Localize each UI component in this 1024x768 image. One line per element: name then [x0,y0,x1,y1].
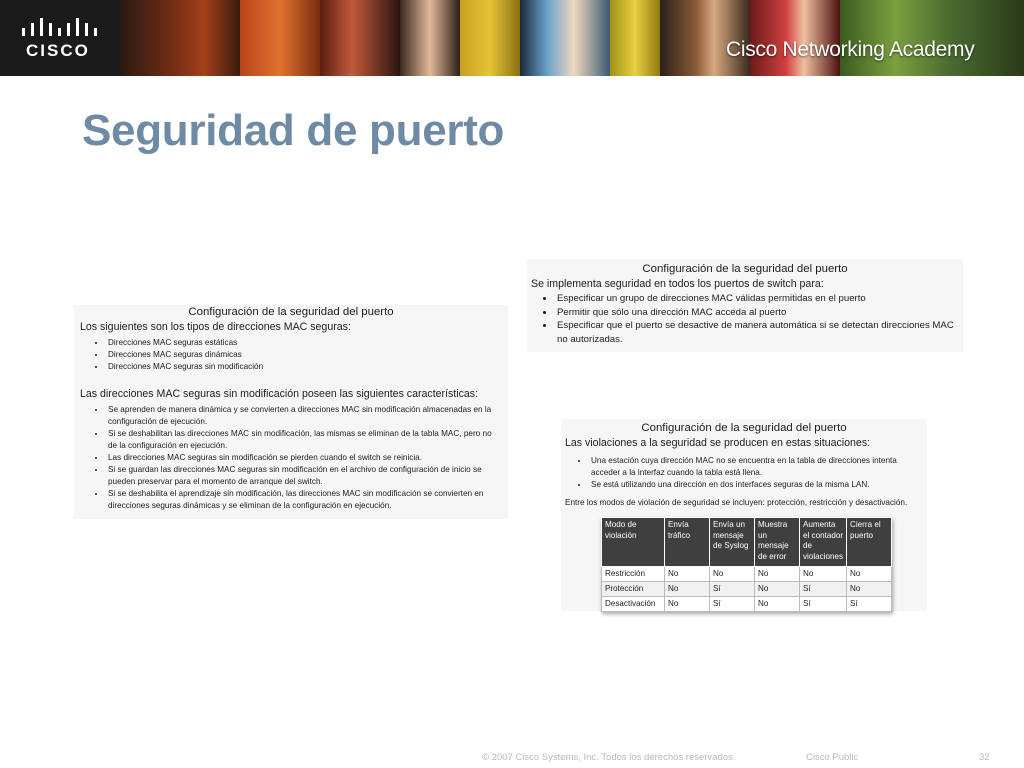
table-row [602,567,892,582]
list-item: • Especificar un grupo de direcciones MAC válidas permitidas en el puerto [555,292,957,306]
list-item: • Una estación cuya dirección MAC no se encuentra en la tabla de direcciones intenta acceder a la interfaz cuando la tabla está llena. [589,455,923,479]
mac-types-list [74,337,508,373]
column-header: Muestra un mensaje de error [755,518,800,567]
academy-title: Cisco Networking Academy [726,38,975,61]
banner-photo [320,0,400,76]
column-header: Cierra el puerto [847,518,892,567]
list-item: • Direcciones MAC seguras dinámicas [106,349,508,361]
table-cell: Restricción [602,567,665,582]
violations-panel [561,419,927,611]
table-cell: No [755,582,800,597]
list-item: • Se está utilizando una dirección en dos interfaces seguras de la misma LAN. [589,479,923,491]
panel-lead: Se implementa seguridad en todos los puertos de switch para: [531,278,824,290]
table-cell: Sí [847,597,892,612]
list-item: • Si se guardan las direcciones MAC seguras sin modificación en el archivo de configuración de inicio se pueden preservar para el momento de arranque del switch. [106,464,500,488]
footer-classification: Cisco Public [806,752,859,763]
table-cell: No [710,567,755,582]
table-cell: Sí [710,597,755,612]
purpose-list [527,292,963,346]
mac-types-panel [74,305,508,519]
table-header-row [602,518,892,567]
banner-photo [240,0,320,76]
list-item: • Si se deshabilitan las direcciones MAC sin modificación, las mismas se eliminan de la tabla MAC, pero no de la configuración en ejecución. [106,428,500,452]
panel-heading: Configuración de la seguridad del puerto [641,422,847,434]
banner-photo [520,0,610,76]
panel-heading: Configuración de la seguridad del puerto [188,306,394,318]
table-cell: Protección [602,582,665,597]
header-banner [0,0,1024,76]
panel-heading: Configuración de la seguridad del puerto [642,263,848,275]
list-item: • Las direcciones MAC seguras sin modificación se pierden cuando el switch se reinicia. [106,452,500,464]
column-header: Aumenta el contador de violaciones [800,518,847,567]
table-cell: Desactivación [602,597,665,612]
violation-modes-text: Entre los modos de violación de seguridad se incluyen: protección, restricción y desactivación. [565,498,908,507]
table-cell: No [665,597,710,612]
list-item: • Permitir que sólo una dirección MAC acceda al puerto [555,306,957,320]
table-cell: No [847,567,892,582]
slide-title: Seguridad de puerto [82,106,505,155]
list-item: • Direcciones MAC seguras sin modificación [106,361,508,373]
cisco-bridge-icon [22,18,98,40]
banner-photo [460,0,520,76]
banner-photo [610,0,660,76]
banner-photo [400,0,460,76]
table-row [602,582,892,597]
table-cell: Sí [800,597,847,612]
list-item: • Especificar que el puerto se desactive de manera automática si se detectan direcciones MAC no autorizadas. [555,319,957,346]
table-cell: No [755,597,800,612]
table-cell: No [665,582,710,597]
table-row [602,597,892,612]
table-cell: No [800,567,847,582]
banner-photo [120,0,240,76]
column-header: Envía tráfico [665,518,710,567]
sticky-features-list [74,404,508,512]
violation-modes-table [601,517,892,612]
table-cell: No [847,582,892,597]
list-item: • Direcciones MAC seguras estáticas [106,337,508,349]
list-item: • Si se deshabilita el aprendizaje sin modificación, las direcciones MAC sin modificación se convierten en direcciones seguras dinámicas y se eliminan de la configuración en ejecución. [106,488,500,512]
table-cell: No [665,567,710,582]
column-header: Modo de violación [602,518,665,567]
list-item: • Se aprenden de manera dinámica y se convierten a direcciones MAC sin modificación almacenadas en la configuración de ejecución. [106,404,500,428]
port-security-purpose-panel [527,259,963,352]
footer-copyright: © 2007 Cisco Systems, Inc. Todos los derechos reservados. [482,752,736,763]
violations-list [561,455,927,491]
table-cell: No [755,567,800,582]
column-header: Envía un mensaje de Syslog [710,518,755,567]
cisco-logo [20,16,100,60]
table-cell: Sí [710,582,755,597]
table-cell: Sí [800,582,847,597]
panel-lead: Las direcciones MAC seguras sin modificación poseen las siguientes características: [80,388,479,400]
cisco-wordmark: CISCO [26,41,90,60]
panel-lead: Los siguientes son los tipos de direcciones MAC seguras: [80,321,351,333]
panel-lead: Las violaciones a la seguridad se producen en estas situaciones: [565,437,871,449]
footer-page-number: 32 [979,752,990,763]
